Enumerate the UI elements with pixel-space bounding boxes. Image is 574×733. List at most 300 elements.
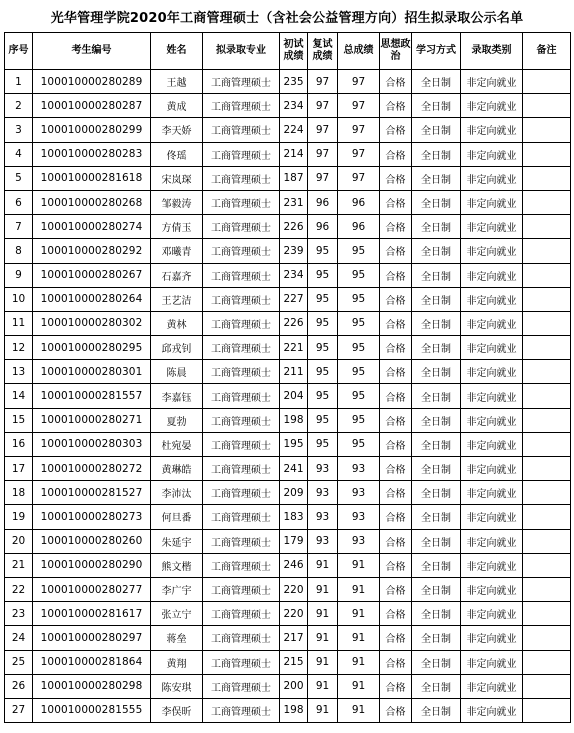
cell-total-score: 93 [338, 457, 380, 481]
cell-ideology: 合格 [380, 408, 412, 432]
cell-major: 工商管理硕士 [203, 602, 280, 626]
cell-admit-type: 非定向就业 [461, 190, 523, 214]
cell-ideology: 合格 [380, 336, 412, 360]
table-row [5, 384, 571, 408]
cell-admit-type: 非定向就业 [461, 602, 523, 626]
cell-retest-score: 91 [308, 698, 338, 722]
cell-remark [523, 142, 571, 166]
cell-ideology: 合格 [380, 239, 412, 263]
cell-name: 朱延宇 [151, 529, 203, 553]
cell-remark [523, 311, 571, 335]
cell-retest-score: 93 [308, 481, 338, 505]
cell-ideology: 合格 [380, 553, 412, 577]
cell-ideology: 合格 [380, 481, 412, 505]
cell-retest-score: 91 [308, 577, 338, 601]
cell-name: 黄林 [151, 311, 203, 335]
cell-exam-id: 100010000280295 [33, 336, 151, 360]
cell-ideology: 合格 [380, 650, 412, 674]
cell-initial-score: 217 [280, 626, 308, 650]
cell-remark [523, 674, 571, 698]
cell-study-mode: 全日制 [412, 215, 461, 239]
cell-ideology: 合格 [380, 698, 412, 722]
header-name: 姓名 [151, 33, 203, 70]
cell-remark [523, 118, 571, 142]
cell-seq: 9 [5, 263, 33, 287]
cell-total-score: 95 [338, 239, 380, 263]
cell-total-score: 91 [338, 674, 380, 698]
cell-name: 陈晨 [151, 360, 203, 384]
header-initial-score: 初试成绩 [280, 33, 308, 70]
cell-total-score: 95 [338, 432, 380, 456]
cell-retest-score: 91 [308, 602, 338, 626]
cell-initial-score: 241 [280, 457, 308, 481]
cell-study-mode: 全日制 [412, 577, 461, 601]
cell-admit-type: 非定向就业 [461, 118, 523, 142]
cell-study-mode: 全日制 [412, 311, 461, 335]
cell-ideology: 合格 [380, 287, 412, 311]
cell-major: 工商管理硕士 [203, 650, 280, 674]
cell-study-mode: 全日制 [412, 457, 461, 481]
cell-admit-type: 非定向就业 [461, 408, 523, 432]
cell-total-score: 95 [338, 408, 380, 432]
cell-remark [523, 287, 571, 311]
table-row [5, 70, 571, 94]
cell-major: 工商管理硕士 [203, 481, 280, 505]
cell-exam-id: 100010000281864 [33, 650, 151, 674]
cell-total-score: 95 [338, 360, 380, 384]
table-row [5, 360, 571, 384]
cell-initial-score: 211 [280, 360, 308, 384]
cell-ideology: 合格 [380, 215, 412, 239]
cell-remark [523, 336, 571, 360]
cell-seq: 27 [5, 698, 33, 722]
cell-total-score: 91 [338, 698, 380, 722]
cell-initial-score: 198 [280, 408, 308, 432]
table-row [5, 336, 571, 360]
cell-retest-score: 91 [308, 553, 338, 577]
cell-exam-id: 100010000280268 [33, 190, 151, 214]
cell-name: 李嘉钰 [151, 384, 203, 408]
cell-seq: 17 [5, 457, 33, 481]
cell-admit-type: 非定向就业 [461, 577, 523, 601]
cell-ideology: 合格 [380, 311, 412, 335]
cell-admit-type: 非定向就业 [461, 336, 523, 360]
cell-name: 黄翔 [151, 650, 203, 674]
cell-exam-id: 100010000280273 [33, 505, 151, 529]
cell-ideology: 合格 [380, 602, 412, 626]
cell-remark [523, 166, 571, 190]
cell-seq: 16 [5, 432, 33, 456]
table-row [5, 505, 571, 529]
cell-seq: 23 [5, 602, 33, 626]
cell-ideology: 合格 [380, 577, 412, 601]
cell-remark [523, 577, 571, 601]
cell-remark [523, 190, 571, 214]
cell-study-mode: 全日制 [412, 408, 461, 432]
cell-admit-type: 非定向就业 [461, 650, 523, 674]
cell-major: 工商管理硕士 [203, 457, 280, 481]
cell-ideology: 合格 [380, 118, 412, 142]
cell-remark [523, 263, 571, 287]
cell-seq: 18 [5, 481, 33, 505]
cell-initial-score: 226 [280, 215, 308, 239]
cell-admit-type: 非定向就业 [461, 287, 523, 311]
cell-study-mode: 全日制 [412, 384, 461, 408]
cell-exam-id: 100010000281527 [33, 481, 151, 505]
table-row [5, 457, 571, 481]
cell-total-score: 95 [338, 311, 380, 335]
table-row [5, 602, 571, 626]
cell-seq: 7 [5, 215, 33, 239]
cell-total-score: 95 [338, 287, 380, 311]
table-row [5, 698, 571, 722]
cell-admit-type: 非定向就业 [461, 505, 523, 529]
cell-admit-type: 非定向就业 [461, 457, 523, 481]
table-body [5, 70, 571, 723]
cell-initial-score: 231 [280, 190, 308, 214]
cell-initial-score: 187 [280, 166, 308, 190]
cell-major: 工商管理硕士 [203, 408, 280, 432]
cell-major: 工商管理硕士 [203, 166, 280, 190]
cell-retest-score: 95 [308, 287, 338, 311]
cell-remark [523, 408, 571, 432]
cell-seq: 10 [5, 287, 33, 311]
cell-study-mode: 全日制 [412, 142, 461, 166]
cell-initial-score: 226 [280, 311, 308, 335]
cell-seq: 12 [5, 336, 33, 360]
cell-major: 工商管理硕士 [203, 311, 280, 335]
cell-total-score: 97 [338, 118, 380, 142]
cell-study-mode: 全日制 [412, 432, 461, 456]
table-row [5, 577, 571, 601]
cell-remark [523, 70, 571, 94]
cell-study-mode: 全日制 [412, 674, 461, 698]
cell-seq: 21 [5, 553, 33, 577]
cell-major: 工商管理硕士 [203, 70, 280, 94]
cell-exam-id: 100010000280303 [33, 432, 151, 456]
cell-major: 工商管理硕士 [203, 698, 280, 722]
cell-retest-score: 96 [308, 190, 338, 214]
table-row [5, 239, 571, 263]
cell-major: 工商管理硕士 [203, 432, 280, 456]
cell-major: 工商管理硕士 [203, 336, 280, 360]
cell-ideology: 合格 [380, 432, 412, 456]
cell-name: 黄成 [151, 94, 203, 118]
table-row [5, 674, 571, 698]
cell-seq: 1 [5, 70, 33, 94]
cell-exam-id: 100010000280297 [33, 626, 151, 650]
cell-remark [523, 384, 571, 408]
cell-major: 工商管理硕士 [203, 553, 280, 577]
cell-major: 工商管理硕士 [203, 190, 280, 214]
cell-study-mode: 全日制 [412, 166, 461, 190]
cell-retest-score: 97 [308, 166, 338, 190]
cell-name: 熊文楷 [151, 553, 203, 577]
cell-total-score: 95 [338, 263, 380, 287]
cell-exam-id: 100010000280298 [33, 674, 151, 698]
table-row [5, 529, 571, 553]
cell-remark [523, 505, 571, 529]
cell-study-mode: 全日制 [412, 118, 461, 142]
cell-initial-score: 195 [280, 432, 308, 456]
cell-total-score: 91 [338, 553, 380, 577]
cell-initial-score: 200 [280, 674, 308, 698]
cell-exam-id: 100010000281555 [33, 698, 151, 722]
cell-initial-score: 209 [280, 481, 308, 505]
cell-initial-score: 214 [280, 142, 308, 166]
cell-total-score: 91 [338, 602, 380, 626]
table-row [5, 553, 571, 577]
cell-total-score: 91 [338, 626, 380, 650]
cell-total-score: 97 [338, 142, 380, 166]
admission-table [4, 32, 571, 723]
cell-seq: 4 [5, 142, 33, 166]
cell-admit-type: 非定向就业 [461, 239, 523, 263]
cell-initial-score: 246 [280, 553, 308, 577]
cell-initial-score: 227 [280, 287, 308, 311]
table-row [5, 650, 571, 674]
cell-exam-id: 100010000281617 [33, 602, 151, 626]
cell-name: 何旦番 [151, 505, 203, 529]
cell-seq: 15 [5, 408, 33, 432]
cell-ideology: 合格 [380, 626, 412, 650]
table-row [5, 215, 571, 239]
cell-major: 工商管理硕士 [203, 94, 280, 118]
cell-name: 佟瑶 [151, 142, 203, 166]
cell-ideology: 合格 [380, 529, 412, 553]
cell-exam-id: 100010000280299 [33, 118, 151, 142]
header-seq: 序号 [5, 33, 33, 70]
cell-initial-score: 220 [280, 577, 308, 601]
cell-remark [523, 698, 571, 722]
cell-name: 李沛汰 [151, 481, 203, 505]
cell-retest-score: 95 [308, 432, 338, 456]
cell-name: 王艺洁 [151, 287, 203, 311]
cell-ideology: 合格 [380, 94, 412, 118]
cell-admit-type: 非定向就业 [461, 215, 523, 239]
cell-exam-id: 100010000280292 [33, 239, 151, 263]
cell-admit-type: 非定向就业 [461, 166, 523, 190]
cell-initial-score: 215 [280, 650, 308, 674]
table-row [5, 432, 571, 456]
cell-major: 工商管理硕士 [203, 674, 280, 698]
cell-major: 工商管理硕士 [203, 239, 280, 263]
cell-seq: 13 [5, 360, 33, 384]
cell-ideology: 合格 [380, 190, 412, 214]
cell-ideology: 合格 [380, 674, 412, 698]
cell-remark [523, 553, 571, 577]
cell-remark [523, 215, 571, 239]
cell-study-mode: 全日制 [412, 698, 461, 722]
cell-initial-score: 239 [280, 239, 308, 263]
cell-exam-id: 100010000280289 [33, 70, 151, 94]
cell-name: 夏勃 [151, 408, 203, 432]
cell-admit-type: 非定向就业 [461, 529, 523, 553]
cell-seq: 6 [5, 190, 33, 214]
cell-major: 工商管理硕士 [203, 529, 280, 553]
table-row [5, 287, 571, 311]
cell-retest-score: 95 [308, 311, 338, 335]
cell-remark [523, 457, 571, 481]
cell-total-score: 97 [338, 166, 380, 190]
cell-remark [523, 529, 571, 553]
cell-study-mode: 全日制 [412, 70, 461, 94]
cell-remark [523, 481, 571, 505]
cell-retest-score: 91 [308, 650, 338, 674]
cell-initial-score: 224 [280, 118, 308, 142]
cell-major: 工商管理硕士 [203, 215, 280, 239]
cell-ideology: 合格 [380, 263, 412, 287]
cell-retest-score: 95 [308, 408, 338, 432]
table-row [5, 142, 571, 166]
cell-seq: 14 [5, 384, 33, 408]
cell-total-score: 91 [338, 650, 380, 674]
cell-study-mode: 全日制 [412, 505, 461, 529]
cell-study-mode: 全日制 [412, 626, 461, 650]
table-row [5, 118, 571, 142]
cell-retest-score: 97 [308, 70, 338, 94]
header-retest-score: 复试成绩 [308, 33, 338, 70]
cell-study-mode: 全日制 [412, 529, 461, 553]
cell-retest-score: 93 [308, 457, 338, 481]
cell-initial-score: 183 [280, 505, 308, 529]
table-row [5, 626, 571, 650]
cell-exam-id: 100010000281557 [33, 384, 151, 408]
header-ideology: 思想政治 [380, 33, 412, 70]
cell-seq: 5 [5, 166, 33, 190]
cell-name: 石嘉齐 [151, 263, 203, 287]
header-remark: 备注 [523, 33, 571, 70]
cell-seq: 11 [5, 311, 33, 335]
cell-study-mode: 全日制 [412, 481, 461, 505]
cell-admit-type: 非定向就业 [461, 311, 523, 335]
cell-remark [523, 432, 571, 456]
cell-name: 张立宁 [151, 602, 203, 626]
cell-exam-id: 100010000280287 [33, 94, 151, 118]
cell-major: 工商管理硕士 [203, 384, 280, 408]
cell-total-score: 93 [338, 505, 380, 529]
cell-retest-score: 97 [308, 142, 338, 166]
cell-name: 李天娇 [151, 118, 203, 142]
cell-name: 蒋垒 [151, 626, 203, 650]
cell-exam-id: 100010000280264 [33, 287, 151, 311]
cell-total-score: 96 [338, 190, 380, 214]
cell-name: 杜宛晏 [151, 432, 203, 456]
cell-name: 黄琳皓 [151, 457, 203, 481]
cell-retest-score: 91 [308, 674, 338, 698]
cell-total-score: 97 [338, 70, 380, 94]
cell-remark [523, 650, 571, 674]
cell-study-mode: 全日制 [412, 239, 461, 263]
cell-remark [523, 602, 571, 626]
cell-admit-type: 非定向就业 [461, 263, 523, 287]
cell-name: 邓曦青 [151, 239, 203, 263]
cell-major: 工商管理硕士 [203, 118, 280, 142]
cell-study-mode: 全日制 [412, 553, 461, 577]
cell-seq: 8 [5, 239, 33, 263]
cell-name: 方倩玉 [151, 215, 203, 239]
cell-retest-score: 95 [308, 263, 338, 287]
cell-retest-score: 93 [308, 505, 338, 529]
cell-seq: 24 [5, 626, 33, 650]
cell-total-score: 95 [338, 336, 380, 360]
cell-retest-score: 95 [308, 360, 338, 384]
cell-admit-type: 非定向就业 [461, 674, 523, 698]
cell-major: 工商管理硕士 [203, 360, 280, 384]
cell-total-score: 93 [338, 481, 380, 505]
cell-ideology: 合格 [380, 70, 412, 94]
cell-admit-type: 非定向就业 [461, 553, 523, 577]
cell-major: 工商管理硕士 [203, 287, 280, 311]
cell-major: 工商管理硕士 [203, 263, 280, 287]
cell-exam-id: 100010000280267 [33, 263, 151, 287]
cell-study-mode: 全日制 [412, 650, 461, 674]
cell-seq: 25 [5, 650, 33, 674]
table-row [5, 311, 571, 335]
cell-total-score: 95 [338, 384, 380, 408]
cell-name: 陈安琪 [151, 674, 203, 698]
cell-remark [523, 626, 571, 650]
cell-initial-score: 235 [280, 70, 308, 94]
cell-name: 邹毅涛 [151, 190, 203, 214]
table-row [5, 408, 571, 432]
cell-total-score: 91 [338, 577, 380, 601]
cell-exam-id: 100010000280271 [33, 408, 151, 432]
cell-exam-id: 100010000280283 [33, 142, 151, 166]
cell-admit-type: 非定向就业 [461, 432, 523, 456]
cell-seq: 22 [5, 577, 33, 601]
header-exam-id: 考生编号 [33, 33, 151, 70]
cell-exam-id: 100010000280277 [33, 577, 151, 601]
cell-name: 李广宇 [151, 577, 203, 601]
header-total-score: 总成绩 [338, 33, 380, 70]
cell-remark [523, 94, 571, 118]
cell-name: 李俣昕 [151, 698, 203, 722]
cell-study-mode: 全日制 [412, 263, 461, 287]
cell-total-score: 97 [338, 94, 380, 118]
cell-remark [523, 360, 571, 384]
cell-major: 工商管理硕士 [203, 577, 280, 601]
cell-study-mode: 全日制 [412, 190, 461, 214]
table-row [5, 481, 571, 505]
cell-name: 宋岚琛 [151, 166, 203, 190]
cell-seq: 3 [5, 118, 33, 142]
table-row [5, 263, 571, 287]
cell-major: 工商管理硕士 [203, 142, 280, 166]
cell-seq: 26 [5, 674, 33, 698]
cell-ideology: 合格 [380, 360, 412, 384]
cell-name: 邱戎钊 [151, 336, 203, 360]
page-title: 光华管理学院2020年工商管理硕士（含社会公益管理方向）招生拟录取公示名单 [50, 11, 524, 26]
table-row [5, 94, 571, 118]
cell-retest-score: 91 [308, 626, 338, 650]
cell-study-mode: 全日制 [412, 94, 461, 118]
cell-seq: 2 [5, 94, 33, 118]
cell-major: 工商管理硕士 [203, 505, 280, 529]
cell-ideology: 合格 [380, 166, 412, 190]
cell-study-mode: 全日制 [412, 360, 461, 384]
cell-admit-type: 非定向就业 [461, 142, 523, 166]
cell-admit-type: 非定向就业 [461, 94, 523, 118]
cell-initial-score: 234 [280, 94, 308, 118]
cell-admit-type: 非定向就业 [461, 360, 523, 384]
cell-name: 王越 [151, 70, 203, 94]
cell-retest-score: 95 [308, 384, 338, 408]
cell-remark [523, 239, 571, 263]
cell-exam-id: 100010000280272 [33, 457, 151, 481]
cell-exam-id: 100010000280260 [33, 529, 151, 553]
cell-retest-score: 95 [308, 239, 338, 263]
